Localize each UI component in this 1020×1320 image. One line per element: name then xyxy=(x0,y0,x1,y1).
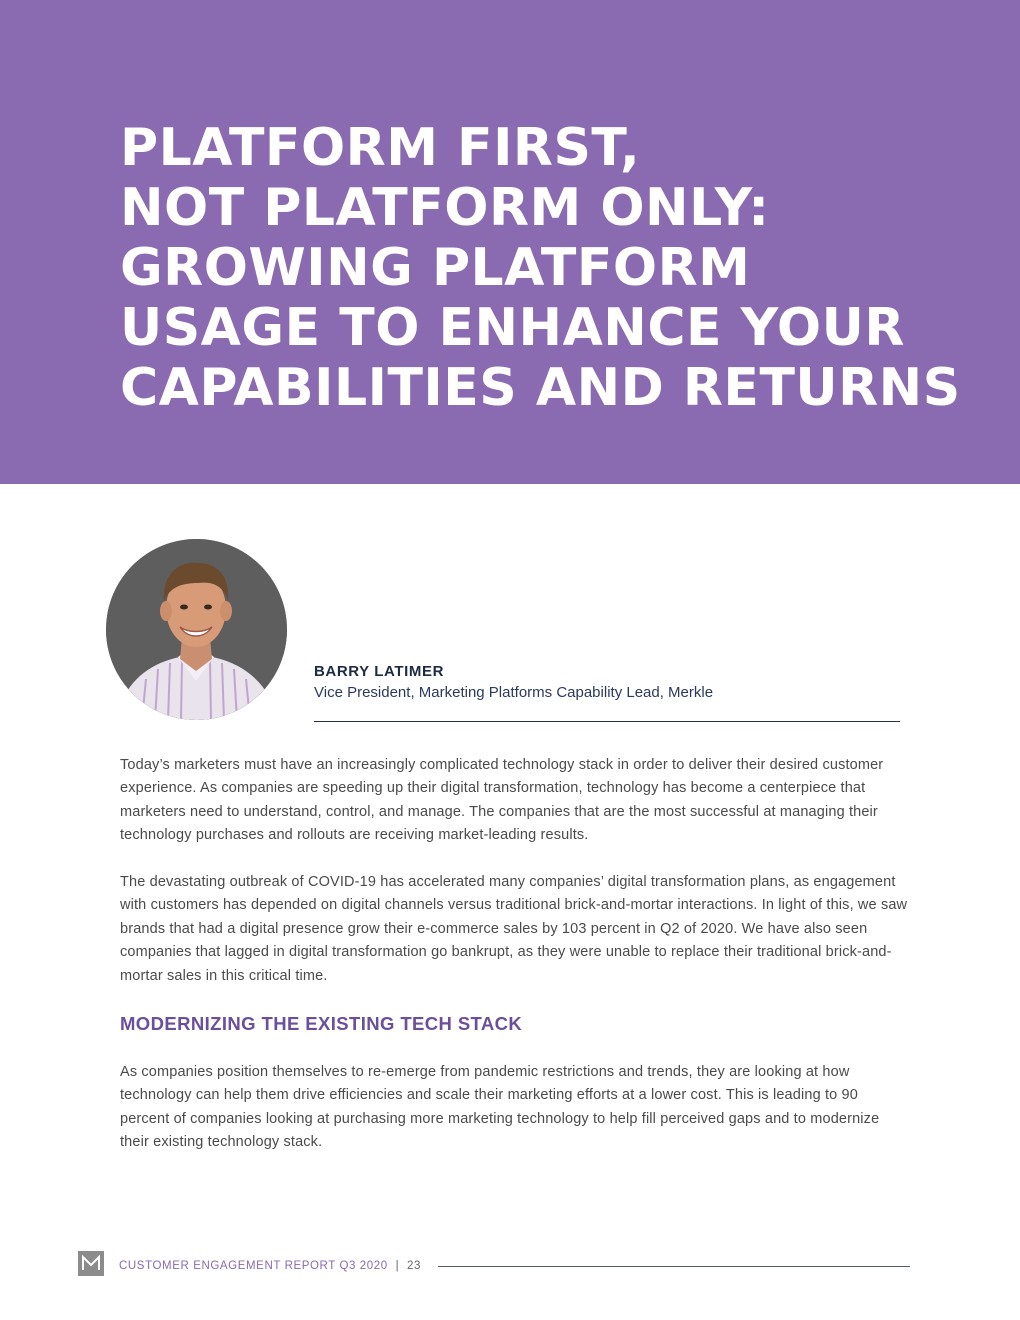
report-title: CUSTOMER ENGAGEMENT REPORT xyxy=(119,1260,336,1272)
page-number: 23 xyxy=(406,1260,421,1272)
hero-banner xyxy=(0,0,1020,484)
body-paragraph: The devastating outbreak of COVID-19 has accelerated many companies’ digital transformation plans, as engagement with customers has depended on digital channels versus traditional brick-and-mortar interactions. In light of this, we saw brands that had a digital presence grow their e-commerce sales by 103 percent in Q2 of 2020. We have also seen companies that lagged in digital transformation go bankrupt, as they were unable to replace their traditional brick-and-mortar sales in this critical time. xyxy=(120,874,908,984)
merkle-logo xyxy=(78,1251,104,1276)
footer-label xyxy=(119,1258,421,1274)
title-line: GROWING PLATFORM xyxy=(120,238,751,298)
author-byline xyxy=(314,660,900,722)
title-line: CAPABILITIES AND RETURNS xyxy=(120,358,961,418)
section-heading: MODERNIZING THE EXISTING TECH STACK xyxy=(120,1013,523,1034)
body-paragraph: As companies position themselves to re-emerge from pandemic restrictions and trends, they are looking at how technology can help them drive efficiencies and scale their marketing efforts at a lower cost. This is leading to 90 percent of companies looking at purchasing more marketing technology to help fill perceived gaps and to modernize their existing technology stack. xyxy=(120,1064,880,1151)
report-issue: Q3 2020 xyxy=(339,1260,388,1272)
page-title xyxy=(120,118,1000,418)
author-role: Vice President, Marketing Platforms Capability Lead, Merkle xyxy=(314,684,714,701)
title-line: PLATFORM FIRST, xyxy=(120,118,641,178)
author-photo xyxy=(106,539,287,720)
title-line: USAGE TO ENHANCE YOUR xyxy=(120,298,905,358)
body-paragraph: Today’s marketers must have an increasingly complicated technology stack in order to deliver their desired customer experience. As companies are speeding up their digital transformation, technology has become a centerpiece that marketers need to understand, control, and manage. The companies that are the most successful at managing their technology purchases and rollouts are receiving market-leading results. xyxy=(120,757,884,844)
footer-separator: | xyxy=(395,1260,400,1272)
title-line: NOT PLATFORM ONLY: xyxy=(120,178,770,238)
footer-divider xyxy=(438,1266,910,1267)
divider xyxy=(314,721,900,722)
author-name: BARRY LATIMER xyxy=(314,663,445,680)
